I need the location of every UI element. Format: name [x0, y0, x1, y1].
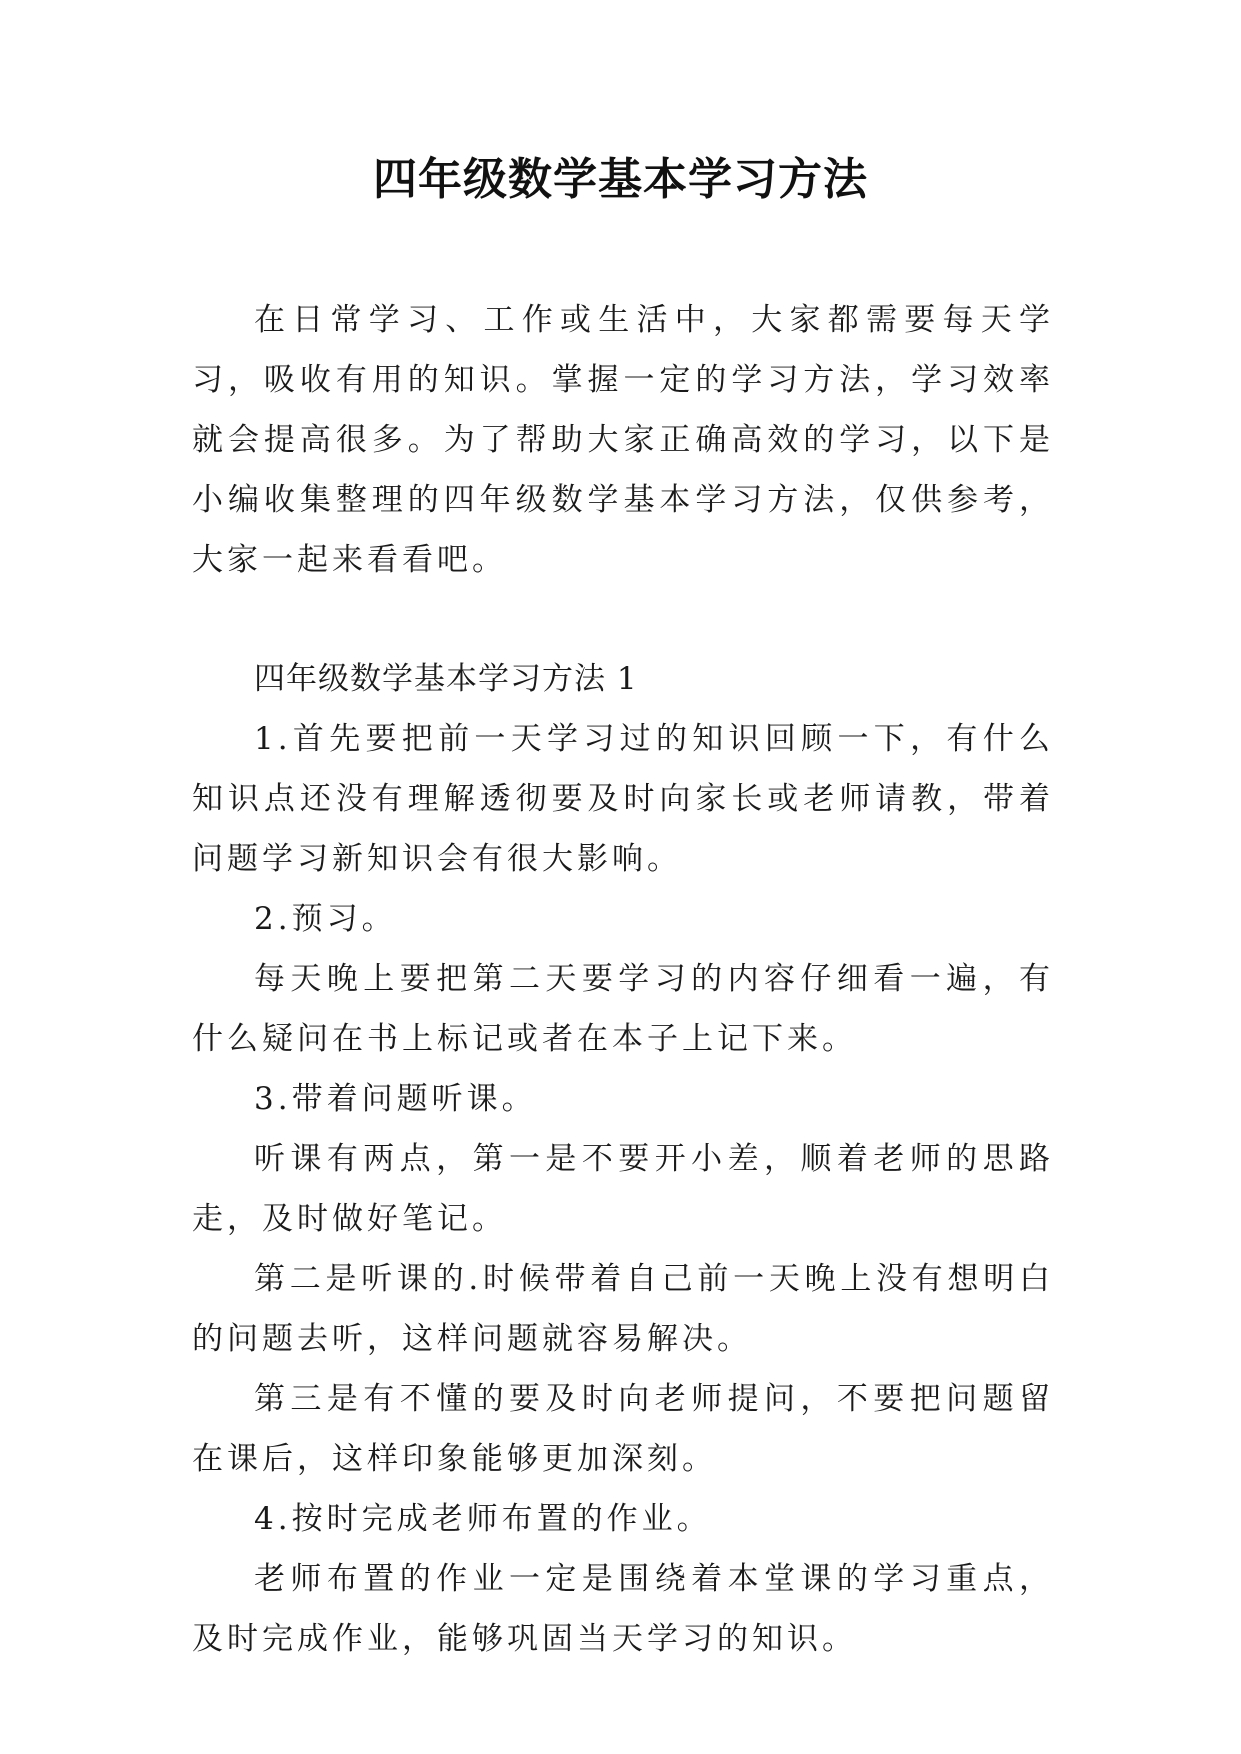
intro-paragraph: 在日常学习、工作或生活中，大家都需要每天学习，吸收有用的知识。掌握一定的学习方法，学习效率就会提高很多。为了帮助大家正确高效的学习，以下是小编收集整理的四年级数学基本学习方法，仅供参考，大家一起来看看吧。 [192, 302, 1054, 578]
document-title: 四年级数学基本学习方法 [373, 154, 868, 205]
paragraph-3: 每天晚上要把第二天要学习的内容仔细看一遍，有什么疑问在书上标记或者在本子上记下来。 [192, 961, 1054, 1057]
section-heading: 四年级数学基本学习方法 1 [254, 661, 638, 697]
paragraph-7: 第三是有不懂的要及时向老师提问，不要把问题留在课后，这样印象能够更加深刻。 [192, 1381, 1054, 1477]
paragraph-1: 1.首先要把前一天学习过的知识回顾一下，有什么知识点还没有理解透彻要及时向家长或老师请教，带着问题学习新知识会有很大影响。 [192, 721, 1054, 877]
paragraph-5: 听课有两点，第一是不要开小差，顺着老师的思路走，及时做好笔记。 [192, 1141, 1054, 1237]
paragraph-4: 3.带着问题听课。 [254, 1081, 537, 1117]
document-body [192, 290, 1054, 1669]
paragraph-6: 第二是听课的.时候带着自己前一天晚上没有想明白的问题去听，这样问题就容易解决。 [192, 1261, 1054, 1357]
paragraph-2: 2.预习。 [254, 901, 397, 937]
paragraph-8: 4.按时完成老师布置的作业。 [254, 1501, 712, 1537]
paragraph-9: 老师布置的作业一定是围绕着本堂课的学习重点，及时完成作业，能够巩固当天学习的知识。 [192, 1561, 1054, 1657]
